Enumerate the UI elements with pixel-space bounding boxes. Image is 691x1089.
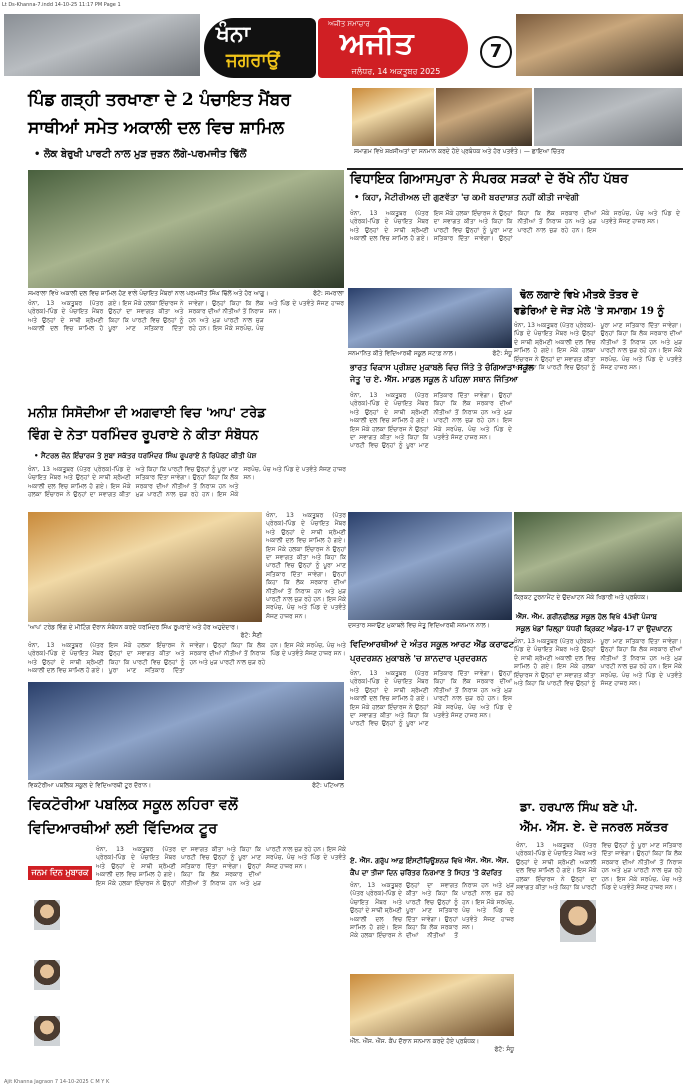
story6-headline-2: ਪ੍ਰਦਰਸ਼ਨ ਮੁਕਾਬਲੇ 'ਚ ਸ਼ਾਨਦਾਰ ਪ੍ਰਦਰਸ਼ਨ bbox=[350, 654, 488, 664]
story5-body-side: ਖੰਨਾ, 13 ਅਕਤੂਬਰ (ਪੱਤਰ ਪ੍ਰੇਰਕ)-ਪਿੰਡ ਦੇ ਪੰਚਾਇਤ ਮੈਂਬਰ ਅਤੇ ਉਨ੍ਹਾਂ ਦੇ ਸਾਥੀ ਸ਼੍ਰੋਮਣੀ ਅਕਾਲੀ ਦਲ ਵਿਚ ਸ਼ਾਮਿਲ ਹੋ ਗਏ। ਇਸ ਮੌਕੇ ਹਲਕਾ ਇੰਚਾਰਜ ਨੇ ਉਨ੍ਹਾਂ ਦਾ ਸਵਾਗਤ ਕੀਤਾ ਅਤੇ ਕਿਹਾ ਕਿ ਪਾਰਟੀ ਵਿਚ ਉਨ੍ਹਾਂ ਨੂੰ ਪੂਰਾ ਮਾਣ ਸਤਿਕਾਰ ਦਿੱਤਾ ਜਾਵੇਗਾ। ਉਨ੍ਹਾਂ ਕਿਹਾ ਕਿ ਲੋਕ ਸਰਕਾਰ ਦੀਆਂ ਨੀਤੀਆਂ ਤੋਂ ਨਿਰਾਸ਼ ਹਨ ਅਤੇ ਮੁੜ ਪਾਰਟੀ ਨਾਲ ਜੁੜ ਰਹੇ ਹਨ। ਇਸ ਮੌਕੇ ਸਰਪੰਚ, ਪੰਚ ਅਤੇ ਪਿੰਡ ਦੇ ਪਤਵੰਤੇ ਸੱਜਣ ਹਾਜ਼ਰ ਸਨ। bbox=[266, 512, 346, 620]
story5-subhead: • ਸੈਂਟਰਲ ਜ਼ੋਨ ਇੰਚਾਰਜ ਤੇ ਸੂਬਾ ਸਕੱਤਰ ਧਰਮਿੰਦਰ ਸਿੰਘ ਰੂਪਰਾਏ ਨੇ ਰਿਪੋਰਟ ਕੀਤੀ ਪੇਸ਼ bbox=[34, 452, 257, 460]
birthday-tag: ਜਨਮ ਦਿਨ ਮੁਬਾਰਕ bbox=[28, 866, 92, 880]
story3-headline-2: ਵਡੇਰਿਆਂ ਦੇ ਜੋੜ ਮੇਲੇ 'ਤੇ ਸਮਾਗਮ 19 ਨੂੰ bbox=[514, 306, 664, 317]
ajit-small-label: ਅਜੀਤ ਸਮਾਚਾਰ bbox=[328, 20, 370, 28]
story5-body: ਖੰਨਾ, 13 ਅਕਤੂਬਰ (ਪੱਤਰ ਪ੍ਰੇਰਕ)-ਪਿੰਡ ਦੇ ਪੰਚਾਇਤ ਮੈਂਬਰ ਅਤੇ ਉਨ੍ਹਾਂ ਦੇ ਸਾਥੀ ਸ਼੍ਰੋਮਣੀ ਅਕਾਲੀ ਦਲ ਵਿਚ ਸ਼ਾਮਿਲ ਹੋ ਗਏ। ਇਸ ਮੌਕੇ ਹਲਕਾ ਇੰਚਾਰਜ ਨੇ ਉਨ੍ਹਾਂ ਦਾ ਸਵਾਗਤ ਕੀਤਾ ਅਤੇ ਕਿਹਾ ਕਿ ਪਾਰਟੀ ਵਿਚ ਉਨ੍ਹਾਂ ਨੂੰ ਪੂਰਾ ਮਾਣ ਸਤਿਕਾਰ ਦਿੱਤਾ ਜਾਵੇਗਾ। ਉਨ੍ਹਾਂ ਕਿਹਾ ਕਿ ਲੋਕ ਸਰਕਾਰ ਦੀਆਂ ਨੀਤੀਆਂ ਤੋਂ ਨਿਰਾਸ਼ ਹਨ ਅਤੇ ਮੁੜ ਪਾਰਟੀ ਨਾਲ ਜੁੜ ਰਹੇ ਹਨ। ਇਸ ਮੌਕੇ ਸਰਪੰਚ, ਪੰਚ ਅਤੇ ਪਿੰਡ ਦੇ ਪਤਵੰਤੇ ਸੱਜਣ ਹਾਜ਼ਰ ਸਨ। bbox=[28, 642, 346, 675]
story4-credit: ਫੋਟੋ: ਸੰਧੂ bbox=[492, 350, 512, 357]
story8-headline-2: ਸਕੂਲ ਖੇਡਾਂ ਜ਼ਿਲ੍ਹਾ ਪੱਧਰੀ ਕ੍ਰਿਕਟ ਅੰਡਰ-17 ਦਾ ਉਦਘਾਟਨ bbox=[516, 624, 673, 633]
masthead-photo-left bbox=[4, 14, 200, 76]
story10-headline-2: ਐੱਮ. ਐੱਸ. ਏ. ਦੇ ਜਨਰਲ ਸਕੱਤਰ bbox=[520, 820, 668, 834]
birthday-photo-3 bbox=[34, 1016, 60, 1046]
divider bbox=[347, 168, 683, 170]
story5-headline-2: ਵਿੰਗ ਦੇ ਨੇਤਾ ਧਰਮਿੰਦਰ ਰੂਪਰਾਏ ਨੇ ਕੀਤਾ ਸੰਬੋਧਨ bbox=[28, 428, 259, 443]
edition-date: ਜਲੰਧਰ, 14 ਅਕਤੂਬਰ 2025 bbox=[351, 67, 441, 76]
story5-intro: ਖੰਨਾ, 13 ਅਕਤੂਬਰ (ਪੱਤਰ ਪ੍ਰੇਰਕ)-ਪਿੰਡ ਦੇ ਪੰਚਾਇਤ ਮੈਂਬਰ ਅਤੇ ਉਨ੍ਹਾਂ ਦੇ ਸਾਥੀ ਸ਼੍ਰੋਮਣੀ ਅਕਾਲੀ ਦਲ ਵਿਚ ਸ਼ਾਮਿਲ ਹੋ ਗਏ। ਇਸ ਮੌਕੇ ਹਲਕਾ ਇੰਚਾਰਜ ਨੇ ਉਨ੍ਹਾਂ ਦਾ ਸਵਾਗਤ ਕੀਤਾ ਅਤੇ ਕਿਹਾ ਕਿ ਪਾਰਟੀ ਵਿਚ ਉਨ੍ਹਾਂ ਨੂੰ ਪੂਰਾ ਮਾਣ ਸਤਿਕਾਰ ਦਿੱਤਾ ਜਾਵੇਗਾ। ਉਨ੍ਹਾਂ ਕਿਹਾ ਕਿ ਲੋਕ ਸਰਕਾਰ ਦੀਆਂ ਨੀਤੀਆਂ ਤੋਂ ਨਿਰਾਸ਼ ਹਨ ਅਤੇ ਮੁੜ ਪਾਰਟੀ ਨਾਲ ਜੁੜ ਰਹੇ ਹਨ। ਇਸ ਮੌਕੇ ਸਰਪੰਚ, ਪੰਚ ਅਤੇ ਪਿੰਡ ਦੇ ਪਤਵੰਤੇ ਸੱਜਣ ਹਾਜ਼ਰ ਸਨ। bbox=[28, 466, 346, 499]
story1-subhead: • ਲੋਕ ਬੇਰੁਖੀ ਪਾਰਟੀ ਨਾਲ ਮੁੜ ਜੁੜਨ ਲੱਗੇ-ਪਰਮਜੀਤ ਢਿੱਲੋਂ bbox=[34, 149, 247, 160]
story4-photo-caption: ਸਨਮਾਨਿਤ ਕੀਤੇ ਵਿਦਿਆਰਥੀ ਸਕੂਲ ਸਟਾਫ਼ ਨਾਲ। bbox=[348, 350, 457, 357]
story2-subhead: • ਕਿਹਾ, ਮੈਟੀਰੀਅਲ ਦੀ ਗੁਣਵੱਤਾ 'ਚ ਕਮੀ ਬਰਦਾਸ਼ਤ ਨਹੀਂ ਕੀਤੀ ਜਾਵੇਗੀ bbox=[354, 193, 579, 203]
story4-headline-2: ਜੇਤੂ 'ਚ ਏ. ਐੱਸ. ਮਾਡਲ ਸਕੂਲ ਨੇ ਪਹਿਲਾ ਸਥਾਨ ਜਿੱਤਿਆ bbox=[350, 374, 518, 384]
khanna-jagraon-logo bbox=[204, 18, 316, 78]
khanna-wordmark: ਖੰਨਾ bbox=[216, 22, 250, 47]
story8-caption: ਕ੍ਰਿਕਟ ਟੂਰਨਾਮੈਂਟ ਦੇ ਉਦਘਾਟਨ ਮੌਕੇ ਖਿਡਾਰੀ ਅਤੇ ਪ੍ਰਬੰਧਕ। bbox=[514, 594, 650, 601]
story2-body: ਖੰਨਾ, 13 ਅਕਤੂਬਰ (ਪੱਤਰ ਪ੍ਰੇਰਕ)-ਪਿੰਡ ਦੇ ਪੰਚਾਇਤ ਮੈਂਬਰ ਅਤੇ ਉਨ੍ਹਾਂ ਦੇ ਸਾਥੀ ਸ਼੍ਰੋਮਣੀ ਅਕਾਲੀ ਦਲ ਵਿਚ ਸ਼ਾਮਿਲ ਹੋ ਗਏ। ਇਸ ਮੌਕੇ ਹਲਕਾ ਇੰਚਾਰਜ ਨੇ ਉਨ੍ਹਾਂ ਦਾ ਸਵਾਗਤ ਕੀਤਾ ਅਤੇ ਕਿਹਾ ਕਿ ਪਾਰਟੀ ਵਿਚ ਉਨ੍ਹਾਂ ਨੂੰ ਪੂਰਾ ਮਾਣ ਸਤਿਕਾਰ ਦਿੱਤਾ ਜਾਵੇਗਾ। ਉਨ੍ਹਾਂ ਕਿਹਾ ਕਿ ਲੋਕ ਸਰਕਾਰ ਦੀਆਂ ਨੀਤੀਆਂ ਤੋਂ ਨਿਰਾਸ਼ ਹਨ ਅਤੇ ਮੁੜ ਪਾਰਟੀ ਨਾਲ ਜੁੜ ਰਹੇ ਹਨ। ਇਸ ਮੌਕੇ ਸਰਪੰਚ, ਪੰਚ ਅਤੇ ਪਿੰਡ ਦੇ ਪਤਵੰਤੇ ਸੱਜਣ ਹਾਜ਼ਰ ਸਨ। bbox=[350, 210, 680, 243]
story1-caption: ਸਮਰਾਲਾ ਵਿਖੇ ਅਕਾਲੀ ਦਲ ਵਿਚ ਸ਼ਾਮਿਲ ਹੋਣ ਵਾਲੇ ਪੰਚਾਇਤ ਮੈਂਬਰਾਂ ਨਾਲ ਪਰਮਜੀਤ ਸਿੰਘ ਢਿੱਲੋਂ ਅਤੇ ਹੋਰ ਆਗੂ। bbox=[28, 290, 269, 297]
story4-body: ਖੰਨਾ, 13 ਅਕਤੂਬਰ (ਪੱਤਰ ਪ੍ਰੇਰਕ)-ਪਿੰਡ ਦੇ ਪੰਚਾਇਤ ਮੈਂਬਰ ਅਤੇ ਉਨ੍ਹਾਂ ਦੇ ਸਾਥੀ ਸ਼੍ਰੋਮਣੀ ਅਕਾਲੀ ਦਲ ਵਿਚ ਸ਼ਾਮਿਲ ਹੋ ਗਏ। ਇਸ ਮੌਕੇ ਹਲਕਾ ਇੰਚਾਰਜ ਨੇ ਉਨ੍ਹਾਂ ਦਾ ਸਵਾਗਤ ਕੀਤਾ ਅਤੇ ਕਿਹਾ ਕਿ ਪਾਰਟੀ ਵਿਚ ਉਨ੍ਹਾਂ ਨੂੰ ਪੂਰਾ ਮਾਣ ਸਤਿਕਾਰ ਦਿੱਤਾ ਜਾਵੇਗਾ। ਉਨ੍ਹਾਂ ਕਿਹਾ ਕਿ ਲੋਕ ਸਰਕਾਰ ਦੀਆਂ ਨੀਤੀਆਂ ਤੋਂ ਨਿਰਾਸ਼ ਹਨ ਅਤੇ ਮੁੜ ਪਾਰਟੀ ਨਾਲ ਜੁੜ ਰਹੇ ਹਨ। ਇਸ ਮੌਕੇ ਸਰਪੰਚ, ਪੰਚ ਅਤੇ ਪਿੰਡ ਦੇ ਪਤਵੰਤੇ ਸੱਜਣ ਹਾਜ਼ਰ ਸਨ। bbox=[350, 392, 512, 450]
story4-headline-1: ਭਾਰਤ ਵਿਕਾਸ ਪ੍ਰੀਸ਼ਦ ਮੁਕਾਬਲੇ ਵਿਚ ਜਿੱਤੇ ਤੇ ਚੰਗਿਆੜਾ ਸਕੂਲ bbox=[350, 362, 534, 372]
story9-photo bbox=[28, 682, 344, 780]
story10-body: ਖੰਨਾ, 13 ਅਕਤੂਬਰ (ਪੱਤਰ ਪ੍ਰੇਰਕ)-ਪਿੰਡ ਦੇ ਪੰਚਾਇਤ ਮੈਂਬਰ ਅਤੇ ਉਨ੍ਹਾਂ ਦੇ ਸਾਥੀ ਸ਼੍ਰੋਮਣੀ ਅਕਾਲੀ ਦਲ ਵਿਚ ਸ਼ਾਮਿਲ ਹੋ ਗਏ। ਇਸ ਮੌਕੇ ਹਲਕਾ ਇੰਚਾਰਜ ਨੇ ਉਨ੍ਹਾਂ ਦਾ ਸਵਾਗਤ ਕੀਤਾ ਅਤੇ ਕਿਹਾ ਕਿ ਪਾਰਟੀ ਵਿਚ ਉਨ੍ਹਾਂ ਨੂੰ ਪੂਰਾ ਮਾਣ ਸਤਿਕਾਰ ਦਿੱਤਾ ਜਾਵੇਗਾ। ਉਨ੍ਹਾਂ ਕਿਹਾ ਕਿ ਲੋਕ ਸਰਕਾਰ ਦੀਆਂ ਨੀਤੀਆਂ ਤੋਂ ਨਿਰਾਸ਼ ਹਨ ਅਤੇ ਮੁੜ ਪਾਰਟੀ ਨਾਲ ਜੁੜ ਰਹੇ ਹਨ। ਇਸ ਮੌਕੇ ਸਰਪੰਚ, ਪੰਚ ਅਤੇ ਪਿੰਡ ਦੇ ਪਤਵੰਤੇ ਸੱਜਣ ਹਾਜ਼ਰ ਸਨ। bbox=[516, 842, 682, 892]
story10-portrait bbox=[560, 900, 596, 942]
event-photo-3 bbox=[534, 88, 682, 146]
print-slug: Lt Ds-Khanna-7.indd 14-10-25 11:17 PM Page 1 bbox=[2, 2, 121, 8]
story1-credit: ਫੋਟੋ: ਸਮਰਾਲਾ bbox=[313, 290, 344, 297]
birthday-photo-1 bbox=[34, 900, 60, 930]
story1-photo bbox=[28, 170, 344, 288]
ajit-wordmark: ਅਜੀਤ bbox=[340, 26, 414, 61]
event-photo-1 bbox=[352, 88, 434, 146]
story1-headline-1: ਪਿੰਡ ਗੜ੍ਹੀ ਤਰਖਾਣਾ ਦੇ 2 ਪੰਚਾਇਤ ਮੈਂਬਰ bbox=[28, 90, 291, 110]
story6-caption: ਦਸਤਾਰ ਸਜਾਉਣ ਮੁਕਾਬਲੇ ਵਿਚ ਜੇਤੂ ਵਿਦਿਆਰਥੀ ਸਨਮਾਨ ਨਾਲ। bbox=[348, 622, 490, 629]
story3-headline-1: ਢੋਲ ਲਗਾਏ ਵਿਖੇ ਮੀਤਕੇ ਤੋਤਰ ਦੇ bbox=[520, 290, 639, 301]
story9-credit: ਫੋਟੋ: ਪਟਿਆਲ bbox=[312, 782, 344, 789]
story6-headline-1: ਵਿਦਿਆਰਥੀਆਂ ਦੇ ਅੰਤਰ ਸਕੂਲ ਆਰਟ ਐਂਡ ਕਰਾਫਟ bbox=[350, 640, 515, 650]
footer-slug: Ajit Khanna Jagraon 7 14-10-2025 C M Y K bbox=[4, 1079, 110, 1085]
event-photo-2 bbox=[436, 88, 532, 146]
story9-headline-1: ਵਿਕਟੋਰੀਆ ਪਬਲਿਕ ਸਕੂਲ ਲਹਿਰਾ ਵਲੋਂ bbox=[28, 796, 238, 813]
story9-caption: ਵਿਕਟੋਰੀਆ ਪਬਲਿਕ ਸਕੂਲ ਦੇ ਵਿਦਿਆਰਥੀ ਟੂਰ ਦੌਰਾਨ। bbox=[28, 782, 152, 789]
story5-photo bbox=[28, 512, 262, 622]
story7-headline-2: ਕੈਂਪ ਦਾ ਤੀਜਾ ਦਿਨ ਚਰਿੱਤਰ ਨਿਰਮਾਣ ਤੇ ਸਿਹਤ 'ਤੇ ਕੇਂਦਰਿਤ bbox=[350, 868, 502, 877]
story3-body: ਖੰਨਾ, 13 ਅਕਤੂਬਰ (ਪੱਤਰ ਪ੍ਰੇਰਕ)-ਪਿੰਡ ਦੇ ਪੰਚਾਇਤ ਮੈਂਬਰ ਅਤੇ ਉਨ੍ਹਾਂ ਦੇ ਸਾਥੀ ਸ਼੍ਰੋਮਣੀ ਅਕਾਲੀ ਦਲ ਵਿਚ ਸ਼ਾਮਿਲ ਹੋ ਗਏ। ਇਸ ਮੌਕੇ ਹਲਕਾ ਇੰਚਾਰਜ ਨੇ ਉਨ੍ਹਾਂ ਦਾ ਸਵਾਗਤ ਕੀਤਾ ਅਤੇ ਕਿਹਾ ਕਿ ਪਾਰਟੀ ਵਿਚ ਉਨ੍ਹਾਂ ਨੂੰ ਪੂਰਾ ਮਾਣ ਸਤਿਕਾਰ ਦਿੱਤਾ ਜਾਵੇਗਾ। ਉਨ੍ਹਾਂ ਕਿਹਾ ਕਿ ਲੋਕ ਸਰਕਾਰ ਦੀਆਂ ਨੀਤੀਆਂ ਤੋਂ ਨਿਰਾਸ਼ ਹਨ ਅਤੇ ਮੁੜ ਪਾਰਟੀ ਨਾਲ ਜੁੜ ਰਹੇ ਹਨ। ਇਸ ਮੌਕੇ ਸਰਪੰਚ, ਪੰਚ ਅਤੇ ਪਿੰਡ ਦੇ ਪਤਵੰਤੇ ਸੱਜਣ ਹਾਜ਼ਰ ਸਨ। bbox=[514, 322, 682, 372]
masthead-photo-right bbox=[516, 14, 683, 76]
story9-body: ਖੰਨਾ, 13 ਅਕਤੂਬਰ (ਪੱਤਰ ਪ੍ਰੇਰਕ)-ਪਿੰਡ ਦੇ ਪੰਚਾਇਤ ਮੈਂਬਰ ਅਤੇ ਉਨ੍ਹਾਂ ਦੇ ਸਾਥੀ ਸ਼੍ਰੋਮਣੀ ਅਕਾਲੀ ਦਲ ਵਿਚ ਸ਼ਾਮਿਲ ਹੋ ਗਏ। ਇਸ ਮੌਕੇ ਹਲਕਾ ਇੰਚਾਰਜ ਨੇ ਉਨ੍ਹਾਂ ਦਾ ਸਵਾਗਤ ਕੀਤਾ ਅਤੇ ਕਿਹਾ ਕਿ ਪਾਰਟੀ ਵਿਚ ਉਨ੍ਹਾਂ ਨੂੰ ਪੂਰਾ ਮਾਣ ਸਤਿਕਾਰ ਦਿੱਤਾ ਜਾਵੇਗਾ। ਉਨ੍ਹਾਂ ਕਿਹਾ ਕਿ ਲੋਕ ਸਰਕਾਰ ਦੀਆਂ ਨੀਤੀਆਂ ਤੋਂ ਨਿਰਾਸ਼ ਹਨ ਅਤੇ ਮੁੜ ਪਾਰਟੀ ਨਾਲ ਜੁੜ ਰਹੇ ਹਨ। ਇਸ ਮੌਕੇ ਸਰਪੰਚ, ਪੰਚ ਅਤੇ ਪਿੰਡ ਦੇ ਪਤਵੰਤੇ ਸੱਜਣ ਹਾਜ਼ਰ ਸਨ। bbox=[96, 846, 346, 887]
story7-photo bbox=[350, 974, 514, 1036]
birthday-photo-2 bbox=[34, 960, 60, 990]
story8-headline-1: ਐੱਸ. ਐੱਮ. ਗਰੀਨਫੀਲਡ ਸਕੂਲ ਹੋਲ ਵਿਖੇ 45ਵੀਂ ਪੰਜਾਬ bbox=[516, 612, 657, 621]
story1-headline-2: ਸਾਥੀਆਂ ਸਮੇਤ ਅਕਾਲੀ ਦਲ ਵਿਚ ਸ਼ਾਮਿਲ bbox=[28, 118, 284, 138]
story7-headline-1: ਏ. ਐੱਸ. ਗਰੁੱਪ ਆਫ਼ ਇੰਸਟੀਚਿਊਸ਼ਨਜ਼ ਵਿਖੇ ਐੱਸ. ਐੱਸ. ਐੱਸ. bbox=[350, 856, 509, 865]
story6-photo bbox=[348, 512, 512, 620]
jagraon-wordmark: ਜਗਰਾਉਂ bbox=[226, 50, 280, 71]
story6-body: ਖੰਨਾ, 13 ਅਕਤੂਬਰ (ਪੱਤਰ ਪ੍ਰੇਰਕ)-ਪਿੰਡ ਦੇ ਪੰਚਾਇਤ ਮੈਂਬਰ ਅਤੇ ਉਨ੍ਹਾਂ ਦੇ ਸਾਥੀ ਸ਼੍ਰੋਮਣੀ ਅਕਾਲੀ ਦਲ ਵਿਚ ਸ਼ਾਮਿਲ ਹੋ ਗਏ। ਇਸ ਮੌਕੇ ਹਲਕਾ ਇੰਚਾਰਜ ਨੇ ਉਨ੍ਹਾਂ ਦਾ ਸਵਾਗਤ ਕੀਤਾ ਅਤੇ ਕਿਹਾ ਕਿ ਪਾਰਟੀ ਵਿਚ ਉਨ੍ਹਾਂ ਨੂੰ ਪੂਰਾ ਮਾਣ ਸਤਿਕਾਰ ਦਿੱਤਾ ਜਾਵੇਗਾ। ਉਨ੍ਹਾਂ ਕਿਹਾ ਕਿ ਲੋਕ ਸਰਕਾਰ ਦੀਆਂ ਨੀਤੀਆਂ ਤੋਂ ਨਿਰਾਸ਼ ਹਨ ਅਤੇ ਮੁੜ ਪਾਰਟੀ ਨਾਲ ਜੁੜ ਰਹੇ ਹਨ। ਇਸ ਮੌਕੇ ਸਰਪੰਚ, ਪੰਚ ਅਤੇ ਪਿੰਡ ਦੇ ਪਤਵੰਤੇ ਸੱਜਣ ਹਾਜ਼ਰ ਸਨ। bbox=[350, 670, 512, 728]
story5-credit: ਫੋਟੋ: ਸੈਣੀ bbox=[240, 632, 262, 639]
story4-photo bbox=[348, 288, 512, 348]
story5-caption: 'ਆਪ' ਟਰੇਡ ਵਿੰਗ ਦੇ ਮੀਟਿੰਗ ਦੌਰਾਨ ਸੰਬੋਧਨ ਕਰਦੇ ਧਰਮਿੰਦਰ ਸਿੰਘ ਰੂਪਰਾਏ ਅਤੇ ਹੋਰ ਅਹੁਦੇਦਾਰ। bbox=[28, 624, 239, 631]
story5-headline-1: ਮਨੀਸ਼ ਸਿਸੋਦੀਆ ਦੀ ਅਗਵਾਈ ਵਿਚ 'ਆਪ' ਟਰੇਡ bbox=[28, 406, 266, 421]
story7-credit: ਫੋਟੋ: ਸੰਧੂ bbox=[494, 1046, 514, 1053]
story7-body: ਖੰਨਾ, 13 ਅਕਤੂਬਰ (ਪੱਤਰ ਪ੍ਰੇਰਕ)-ਪਿੰਡ ਦੇ ਪੰਚਾਇਤ ਮੈਂਬਰ ਅਤੇ ਉਨ੍ਹਾਂ ਦੇ ਸਾਥੀ ਸ਼੍ਰੋਮਣੀ ਅਕਾਲੀ ਦਲ ਵਿਚ ਸ਼ਾਮਿਲ ਹੋ ਗਏ। ਇਸ ਮੌਕੇ ਹਲਕਾ ਇੰਚਾਰਜ ਨੇ ਉਨ੍ਹਾਂ ਦਾ ਸਵਾਗਤ ਕੀਤਾ ਅਤੇ ਕਿਹਾ ਕਿ ਪਾਰਟੀ ਵਿਚ ਉਨ੍ਹਾਂ ਨੂੰ ਪੂਰਾ ਮਾਣ ਸਤਿਕਾਰ ਦਿੱਤਾ ਜਾਵੇਗਾ। ਉਨ੍ਹਾਂ ਕਿਹਾ ਕਿ ਲੋਕ ਸਰਕਾਰ ਦੀਆਂ ਨੀਤੀਆਂ ਤੋਂ ਨਿਰਾਸ਼ ਹਨ ਅਤੇ ਮੁੜ ਪਾਰਟੀ ਨਾਲ ਜੁੜ ਰਹੇ ਹਨ। ਇਸ ਮੌਕੇ ਸਰਪੰਚ, ਪੰਚ ਅਤੇ ਪਿੰਡ ਦੇ ਪਤਵੰਤੇ ਸੱਜਣ ਹਾਜ਼ਰ ਸਨ। bbox=[350, 882, 514, 940]
story2-headline: ਵਿਧਾਇਕ ਗਿਆਸਪੁਰਾ ਨੇ ਸੰਪਰਕ ਸੜਕਾਂ ਦੇ ਰੱਖੇ ਨੀਂਹ ਪੱਥਰ bbox=[350, 172, 629, 187]
top-right-caption: ਸਮਾਗਮ ਵਿਖੇ ਸ਼ਖ਼ਸੀਅਤਾਂ ਦਾ ਸਨਮਾਨ ਕਰਦੇ ਹੋਏ ਪ੍ਰਬੰਧਕ ਅਤੇ ਹੋਰ ਪਤਵੰਤੇ। — ਛਾਇਆ ਚਿੱਤਰ bbox=[354, 148, 565, 155]
story9-headline-2: ਵਿਦਿਆਰਥੀਆਂ ਲਈ ਵਿੱਦਿਅਕ ਟੂਰ bbox=[28, 820, 218, 837]
story7-caption: ਐੱਨ. ਐੱਸ. ਐੱਸ. ਕੈਂਪ ਦੌਰਾਨ ਸਨਮਾਨ ਕਰਦੇ ਹੋਏ ਪ੍ਰਬੰਧਕ। bbox=[350, 1038, 480, 1045]
page-number: 7 bbox=[480, 36, 512, 68]
story8-photo bbox=[514, 512, 682, 592]
story10-headline-1: ਡਾ. ਹਰਪਾਲ ਸਿੰਘ ਬਣੇ ਪੀ. bbox=[520, 800, 638, 814]
story1-body: ਖੰਨਾ, 13 ਅਕਤੂਬਰ (ਪੱਤਰ ਪ੍ਰੇਰਕ)-ਪਿੰਡ ਦੇ ਪੰਚਾਇਤ ਮੈਂਬਰ ਅਤੇ ਉਨ੍ਹਾਂ ਦੇ ਸਾਥੀ ਸ਼੍ਰੋਮਣੀ ਅਕਾਲੀ ਦਲ ਵਿਚ ਸ਼ਾਮਿਲ ਹੋ ਗਏ। ਇਸ ਮੌਕੇ ਹਲਕਾ ਇੰਚਾਰਜ ਨੇ ਉਨ੍ਹਾਂ ਦਾ ਸਵਾਗਤ ਕੀਤਾ ਅਤੇ ਕਿਹਾ ਕਿ ਪਾਰਟੀ ਵਿਚ ਉਨ੍ਹਾਂ ਨੂੰ ਪੂਰਾ ਮਾਣ ਸਤਿਕਾਰ ਦਿੱਤਾ ਜਾਵੇਗਾ। ਉਨ੍ਹਾਂ ਕਿਹਾ ਕਿ ਲੋਕ ਸਰਕਾਰ ਦੀਆਂ ਨੀਤੀਆਂ ਤੋਂ ਨਿਰਾਸ਼ ਹਨ ਅਤੇ ਮੁੜ ਪਾਰਟੀ ਨਾਲ ਜੁੜ ਰਹੇ ਹਨ। ਇਸ ਮੌਕੇ ਸਰਪੰਚ, ਪੰਚ ਅਤੇ ਪਿੰਡ ਦੇ ਪਤਵੰਤੇ ਸੱਜਣ ਹਾਜ਼ਰ ਸਨ। bbox=[28, 300, 344, 333]
story8-body: ਖੰਨਾ, 13 ਅਕਤੂਬਰ (ਪੱਤਰ ਪ੍ਰੇਰਕ)-ਪਿੰਡ ਦੇ ਪੰਚਾਇਤ ਮੈਂਬਰ ਅਤੇ ਉਨ੍ਹਾਂ ਦੇ ਸਾਥੀ ਸ਼੍ਰੋਮਣੀ ਅਕਾਲੀ ਦਲ ਵਿਚ ਸ਼ਾਮਿਲ ਹੋ ਗਏ। ਇਸ ਮੌਕੇ ਹਲਕਾ ਇੰਚਾਰਜ ਨੇ ਉਨ੍ਹਾਂ ਦਾ ਸਵਾਗਤ ਕੀਤਾ ਅਤੇ ਕਿਹਾ ਕਿ ਪਾਰਟੀ ਵਿਚ ਉਨ੍ਹਾਂ ਨੂੰ ਪੂਰਾ ਮਾਣ ਸਤਿਕਾਰ ਦਿੱਤਾ ਜਾਵੇਗਾ। ਉਨ੍ਹਾਂ ਕਿਹਾ ਕਿ ਲੋਕ ਸਰਕਾਰ ਦੀਆਂ ਨੀਤੀਆਂ ਤੋਂ ਨਿਰਾਸ਼ ਹਨ ਅਤੇ ਮੁੜ ਪਾਰਟੀ ਨਾਲ ਜੁੜ ਰਹੇ ਹਨ। ਇਸ ਮੌਕੇ ਸਰਪੰਚ, ਪੰਚ ਅਤੇ ਪਿੰਡ ਦੇ ਪਤਵੰਤੇ ਸੱਜਣ ਹਾਜ਼ਰ ਸਨ। bbox=[514, 638, 682, 688]
